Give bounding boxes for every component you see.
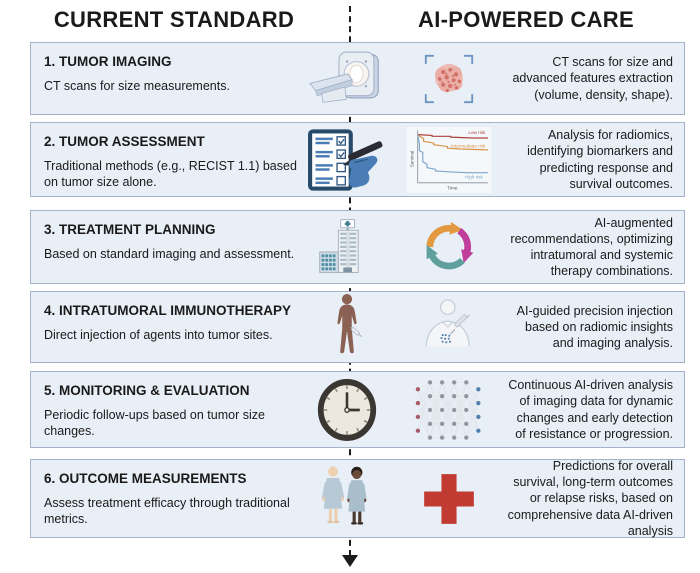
stage-description: Periodic follow-ups based on tumor size changes.	[44, 408, 265, 439]
y-axis-label: Survival	[409, 150, 415, 167]
stage-row-outcome-measurements	[30, 459, 685, 538]
stage-row-treatment-planning	[30, 210, 685, 284]
hospital-building-icon	[301, 214, 393, 280]
ai-care-text: AI-guided precision injection based on radiomic insights and imaging analysis.	[516, 303, 673, 351]
tumor-scan-frame-icon	[393, 50, 505, 108]
stage-title: 3. TREATMENT PLANNING	[44, 222, 216, 237]
column-title-current-standard: CURRENT STANDARD	[53, 7, 295, 32]
ai-care-text: Predictions for overall survival, long-term outcomes or relapse risks, based on comprehensive data AI-driven analysis	[507, 458, 673, 538]
ct-scanner-icon	[301, 48, 393, 110]
ai-care-text: Analysis for radiomics, identifying biomarkers and predicting response and survival outcomes.	[527, 128, 673, 191]
stage-title: 6. OUTCOME MEASUREMENTS	[44, 471, 247, 486]
series-label-high-risk: High risk	[464, 174, 483, 180]
stage-title: 5. MONITORING & EVALUATION	[44, 383, 250, 398]
survival-curves-chart-icon	[393, 127, 505, 193]
stage-description: CT scans for size measurements.	[44, 79, 230, 93]
stage-description: Traditional methods (e.g., RECIST 1.1) based on tumor size alone.	[44, 159, 297, 190]
down-arrowhead-icon	[342, 555, 358, 567]
ai-care-text: Continuous AI-driven analysis of imaging data for dynamic changes and early detection of resistance or progression.	[508, 378, 673, 441]
ai-care-text: AI-augmented recommendations, optimizing intratumoral and systemic therapy combinations.	[510, 215, 673, 279]
series-label-low-risk: Low risk	[468, 129, 486, 135]
series-label-intermediate-risk: Intermediate risk	[451, 142, 486, 148]
ai-care-text: CT scans for size and advanced features extraction (volume, density, shape).	[512, 55, 673, 102]
stage-description: Based on standard imaging and assessment.	[44, 247, 295, 261]
red-cross-icon	[393, 472, 505, 526]
stage-description: Direct injection of agents into tumor sites.	[44, 328, 273, 342]
cycle-arrows-icon	[393, 215, 505, 279]
neural-network-icon	[393, 375, 505, 445]
two-patients-icon	[301, 463, 393, 535]
guided-injection-torso-icon	[393, 296, 505, 358]
body-injection-icon	[301, 293, 393, 361]
column-title-ai-powered-care: AI-POWERED CARE	[418, 7, 634, 32]
stage-title: 2. TUMOR ASSESSMENT	[44, 134, 205, 149]
stage-row-tumor-assessment	[30, 122, 685, 197]
clock-icon	[301, 376, 393, 444]
stage-title: 4. INTRATUMORAL IMMUNOTHERAPY	[44, 303, 291, 318]
stage-description: Assess treatment efficacy through traditional metrics.	[44, 496, 290, 527]
stage-row-monitoring-evaluation	[30, 371, 685, 448]
checklist-tablet-icon	[301, 126, 393, 194]
stage-row-intratumoral-immunotherapy	[30, 291, 685, 363]
x-axis-label: Time	[447, 185, 458, 191]
stage-title: 1. TUMOR IMAGING	[44, 54, 172, 69]
stage-row-tumor-imaging	[30, 42, 685, 115]
